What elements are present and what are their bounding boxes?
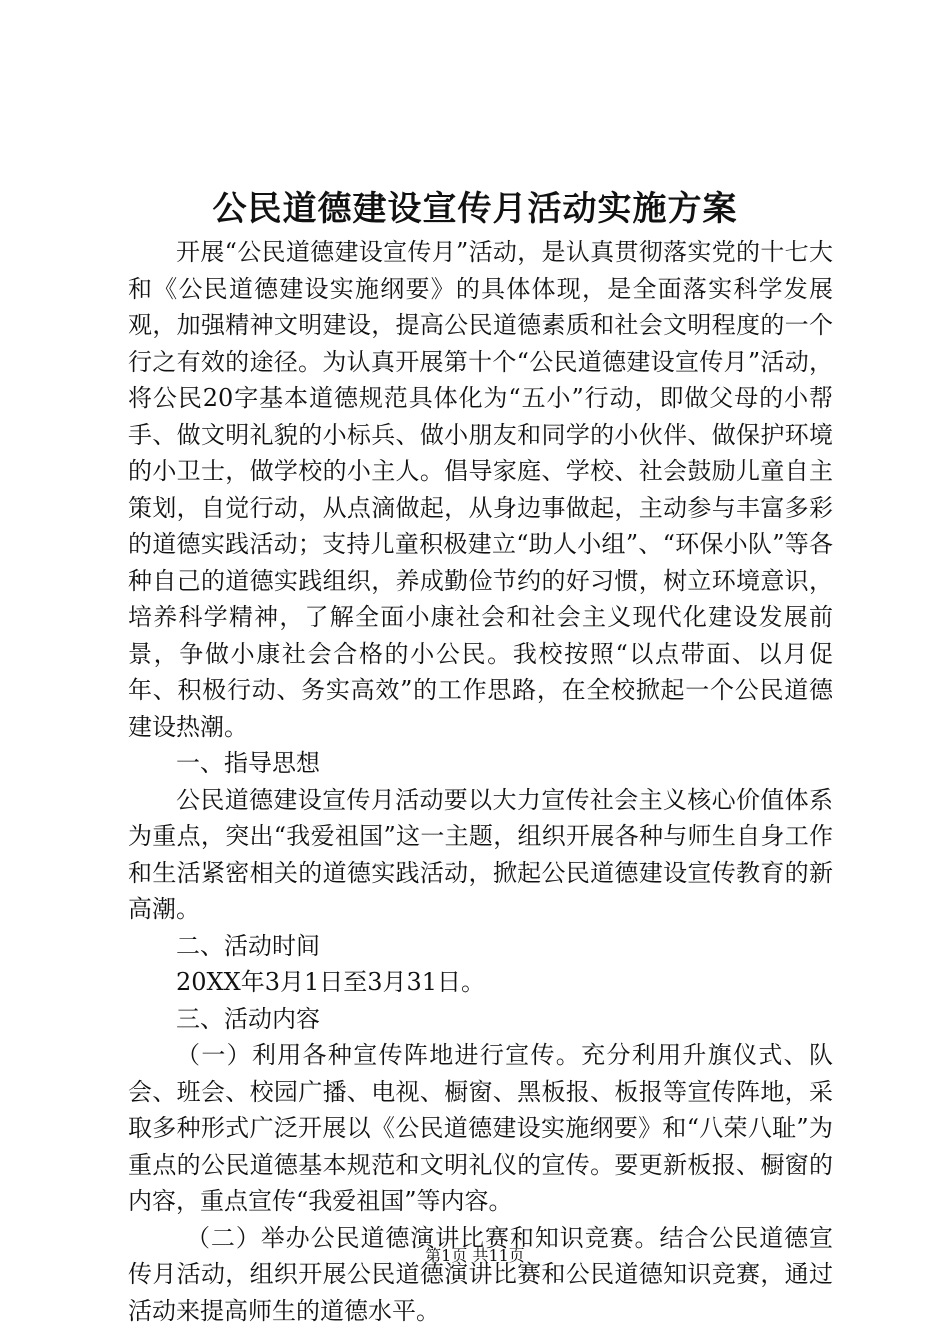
section-heading-activity-time: 二、活动时间 bbox=[176, 931, 320, 960]
activity-time-paragraph: 20XX年3月1日至3月31日。 bbox=[176, 968, 486, 996]
section-heading-guiding-thought: 一、指导思想 bbox=[176, 749, 320, 777]
activity-item-2-paragraph: （二）举办公民道德演讲比赛和知识竞赛。结合公民道德宣传月活动，组织开展公民道德演讲比赛和公民道德知识竞赛，通过活动来提高师生的道德水平。 bbox=[128, 1223, 833, 1325]
intro-paragraph: 开展“公民道德建设宣传月”活动，是认真贯彻落实党的十七大和《公民道德建设实施纲要》的具体体现，是全面落实科学发展观，加强精神文明建设，提高公民道德素质和社会文明程度的一个行之有效的途径。为认真开展第十个“公民道德建设宣传月”活动，将公民20字基本道德规范具体化为“五小”行动，即做父母的小帮手、做文明礼貌的小标兵、做小朋友和同学的小伙伴、做保护环境的小卫士，做学校的小主人。倡导家庭、学校、社会鼓励儿童自主策划，自觉行动，从点滴做起，从身边事做起，主动参与丰富多彩的道德实践活动；支持儿童积极建立“助人小组”、“环保小队”等各种自己的道德实践组织，养成勤俭节约的好习惯，树立环境意识，培养科学精神，了解全面小康社会和社会主义现代化建设发展前景，争做小康社会合格的小公民。我校按照“以点带面、以月促年、积极行动、务实高效”的工作思路，在全校掀起一个公民道德建设热潮。 bbox=[128, 238, 833, 741]
page-footer: 第1页 共11页 bbox=[425, 1246, 525, 1265]
document-body bbox=[128, 234, 833, 1329]
guiding-thought-paragraph: 公民道德建设宣传月活动要以大力宣传社会主义核心价值体系为重点，突出“我爱祖国”这一主题，组织开展各种与师生自身工作和生活紧密相关的道德实践活动，掀起公民道德建设宣传教育的新高潮。 bbox=[128, 785, 833, 923]
section-heading-activity-content: 三、活动内容 bbox=[176, 1004, 320, 1033]
document-title: 公民道德建设宣传月活动实施方案 bbox=[212, 189, 738, 229]
activity-item-1-paragraph: （一）利用各种宣传阵地进行宣传。充分利用升旗仪式、队会、班会、校园广播、电视、橱窗、黑板报、板报等宣传阵地，采取多种形式广泛开展以《公民道德建设实施纲要》和“八荣八耻”为重点的公民道德基本规范和文明礼仪的宣传。要更新板报、橱窗的内容，重点宣传“我爱祖国”等内容。 bbox=[128, 1041, 833, 1215]
